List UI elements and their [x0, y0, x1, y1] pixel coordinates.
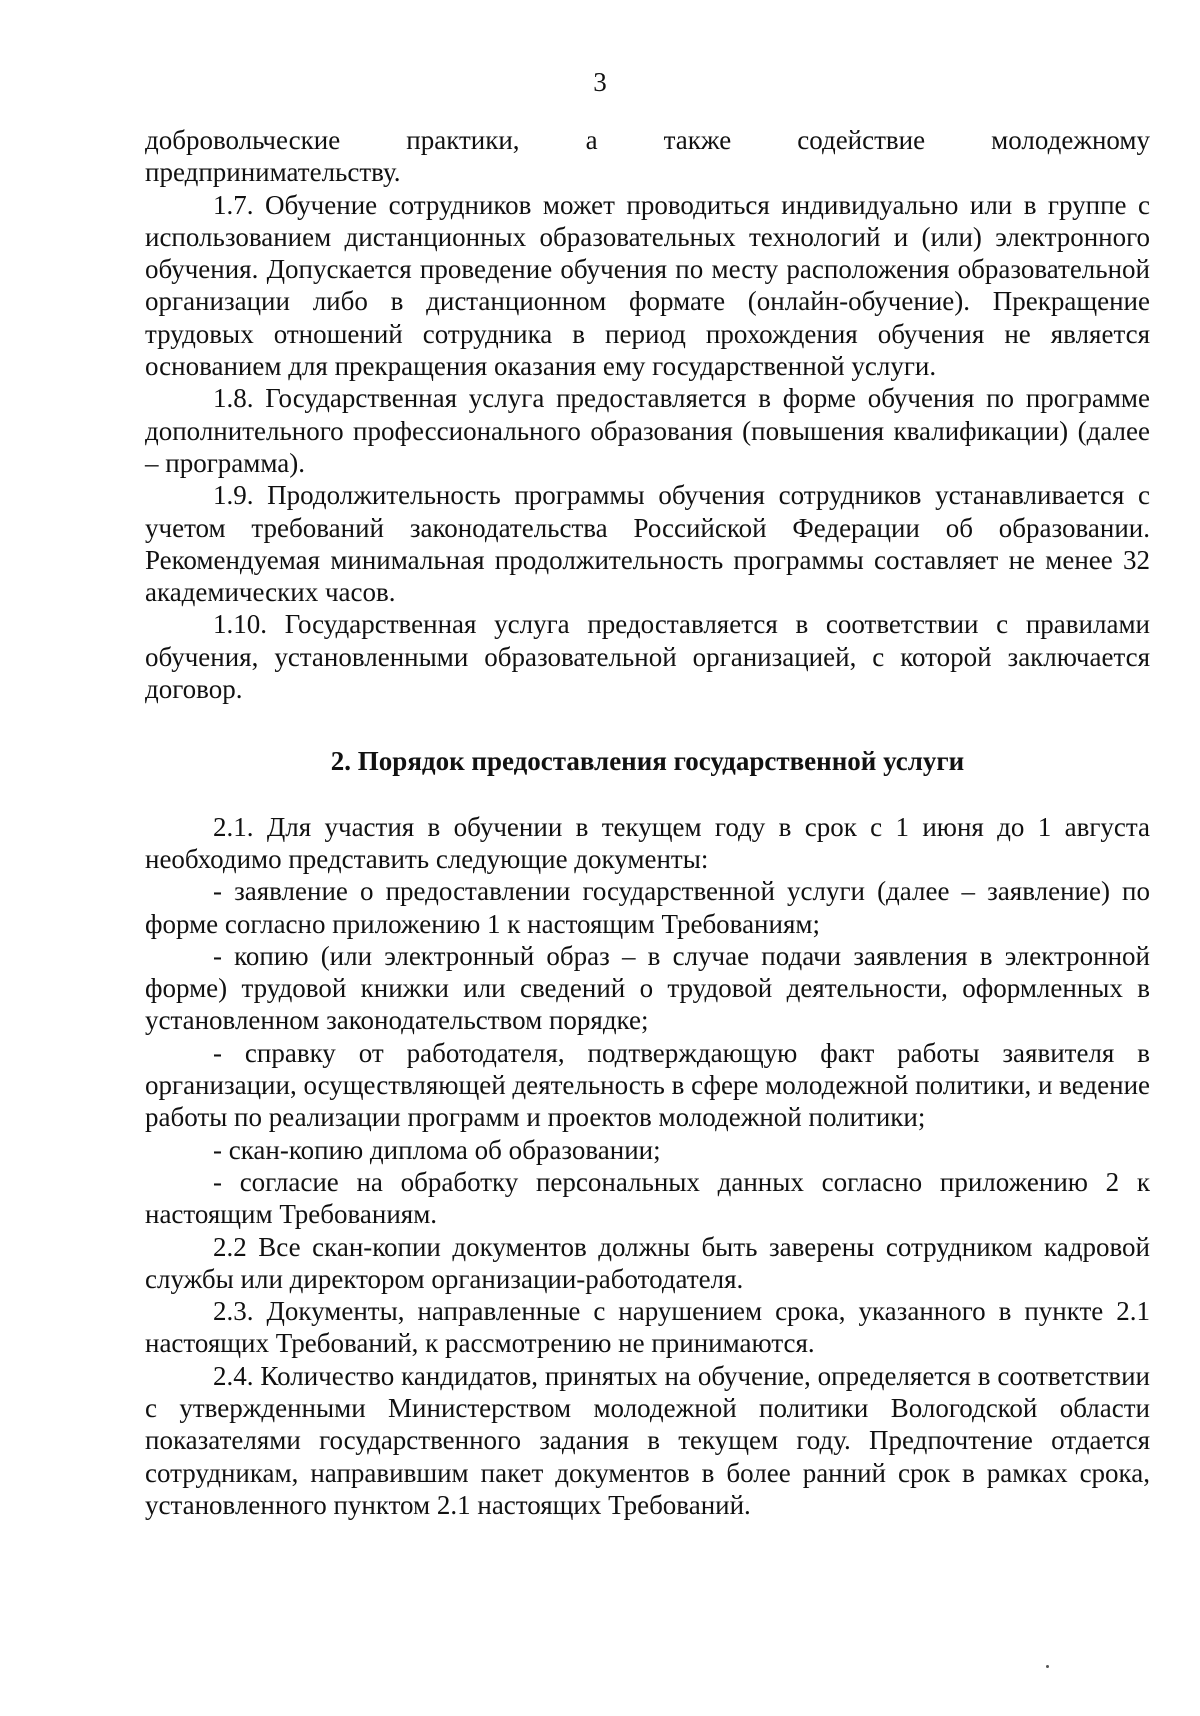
- paragraph-1-10: 1.10. Государственная услуга предоставляется в соответствии с правилами обучения, установленными образовательной организацией, с которой заключается договор.: [145, 609, 1150, 705]
- paragraph-2-2: 2.2 Все скан-копии документов должны быть заверены сотрудником кадровой службы или директором организации-работодателя.: [145, 1231, 1150, 1294]
- paragraph-2-3: 2.3. Документы, направленные с нарушением срока, указанного в пункте 2.1 настоящих Требований, к рассмотрению не принимаются.: [145, 1296, 1150, 1359]
- page-number: 3: [593, 67, 607, 97]
- paragraph-1-9: 1.9. Продолжительность программы обучения сотрудников устанавливается с учетом требований законодательства Российской Федерации об образовании. Рекомендуемая минимальная продолжительность программы составляет не менее 32 академических часов.: [145, 480, 1150, 608]
- scan-speck: [1046, 1665, 1049, 1668]
- list-item-diploma-scan: - скан-копию диплома об образовании;: [213, 1134, 661, 1165]
- paragraph-continuation-line-1: добровольческие практики, а также содействие молодежному: [145, 125, 1150, 155]
- section-2-heading: 2. Порядок предоставления государственной услуги: [330, 746, 965, 777]
- paragraph-2-1: 2.1. Для участия в обучении в текущем году в срок с 1 июня до 1 августа необходимо представить следующие документы:: [145, 811, 1150, 874]
- paragraph-1-8: 1.8. Государственная услуга предоставляется в форме обучения по программе дополнительного профессионального образования (повышения квалификации) (далее – программа).: [145, 383, 1150, 478]
- paragraph-1-7: 1.7. Обучение сотрудников может проводиться индивидуально или в группе с использованием дистанционных образовательных технологий и (или) электронного обучения. Допускается проведение обучения по месту расположения образовательной организации либо в дистанционном формате (онлайн-обучение). Прекращение трудовых отношений сотрудника в период прохождения обучения не является основанием для прекращения оказания ему государственной услуги.: [145, 189, 1150, 382]
- spacer: [145, 705, 1150, 745]
- list-item-application: - заявление о предоставлении государственной услуги (далее – заявление) по форме согласно приложению 1 к настоящим Требованиям;: [145, 876, 1150, 939]
- spacer: [145, 778, 1150, 811]
- list-item-employer-certificate: - справку от работодателя, подтверждающую факт работы заявителя в организации, осуществляющей деятельность в сфере молодежной политики, и ведение работы по реализации программ и проектов молодежной политики;: [145, 1037, 1150, 1133]
- list-item-workbook-copy: - копию (или электронный образ – в случае подачи заявления в электронной форме) трудовой книжки или сведений о трудовой деятельности, оформленных в установленном законодательством порядке;: [145, 940, 1150, 1036]
- paragraph-continuation-line-2: предпринимательству.: [145, 157, 401, 188]
- document-body: [145, 124, 1150, 1521]
- paragraph-2-4: 2.4. Количество кандидатов, принятых на обучение, определяется в соответствии с утвержденными Министерством молодежной политики Вологодской области показателями государственного задания в текущем году. Предпочтение отдается сотрудникам, направившим пакет документов в более ранний срок в рамках срока, установленного пунктом 2.1 настоящих Требований.: [145, 1360, 1150, 1520]
- list-item-data-consent: - согласие на обработку персональных данных согласно приложению 2 к настоящим Требованиям.: [145, 1166, 1150, 1230]
